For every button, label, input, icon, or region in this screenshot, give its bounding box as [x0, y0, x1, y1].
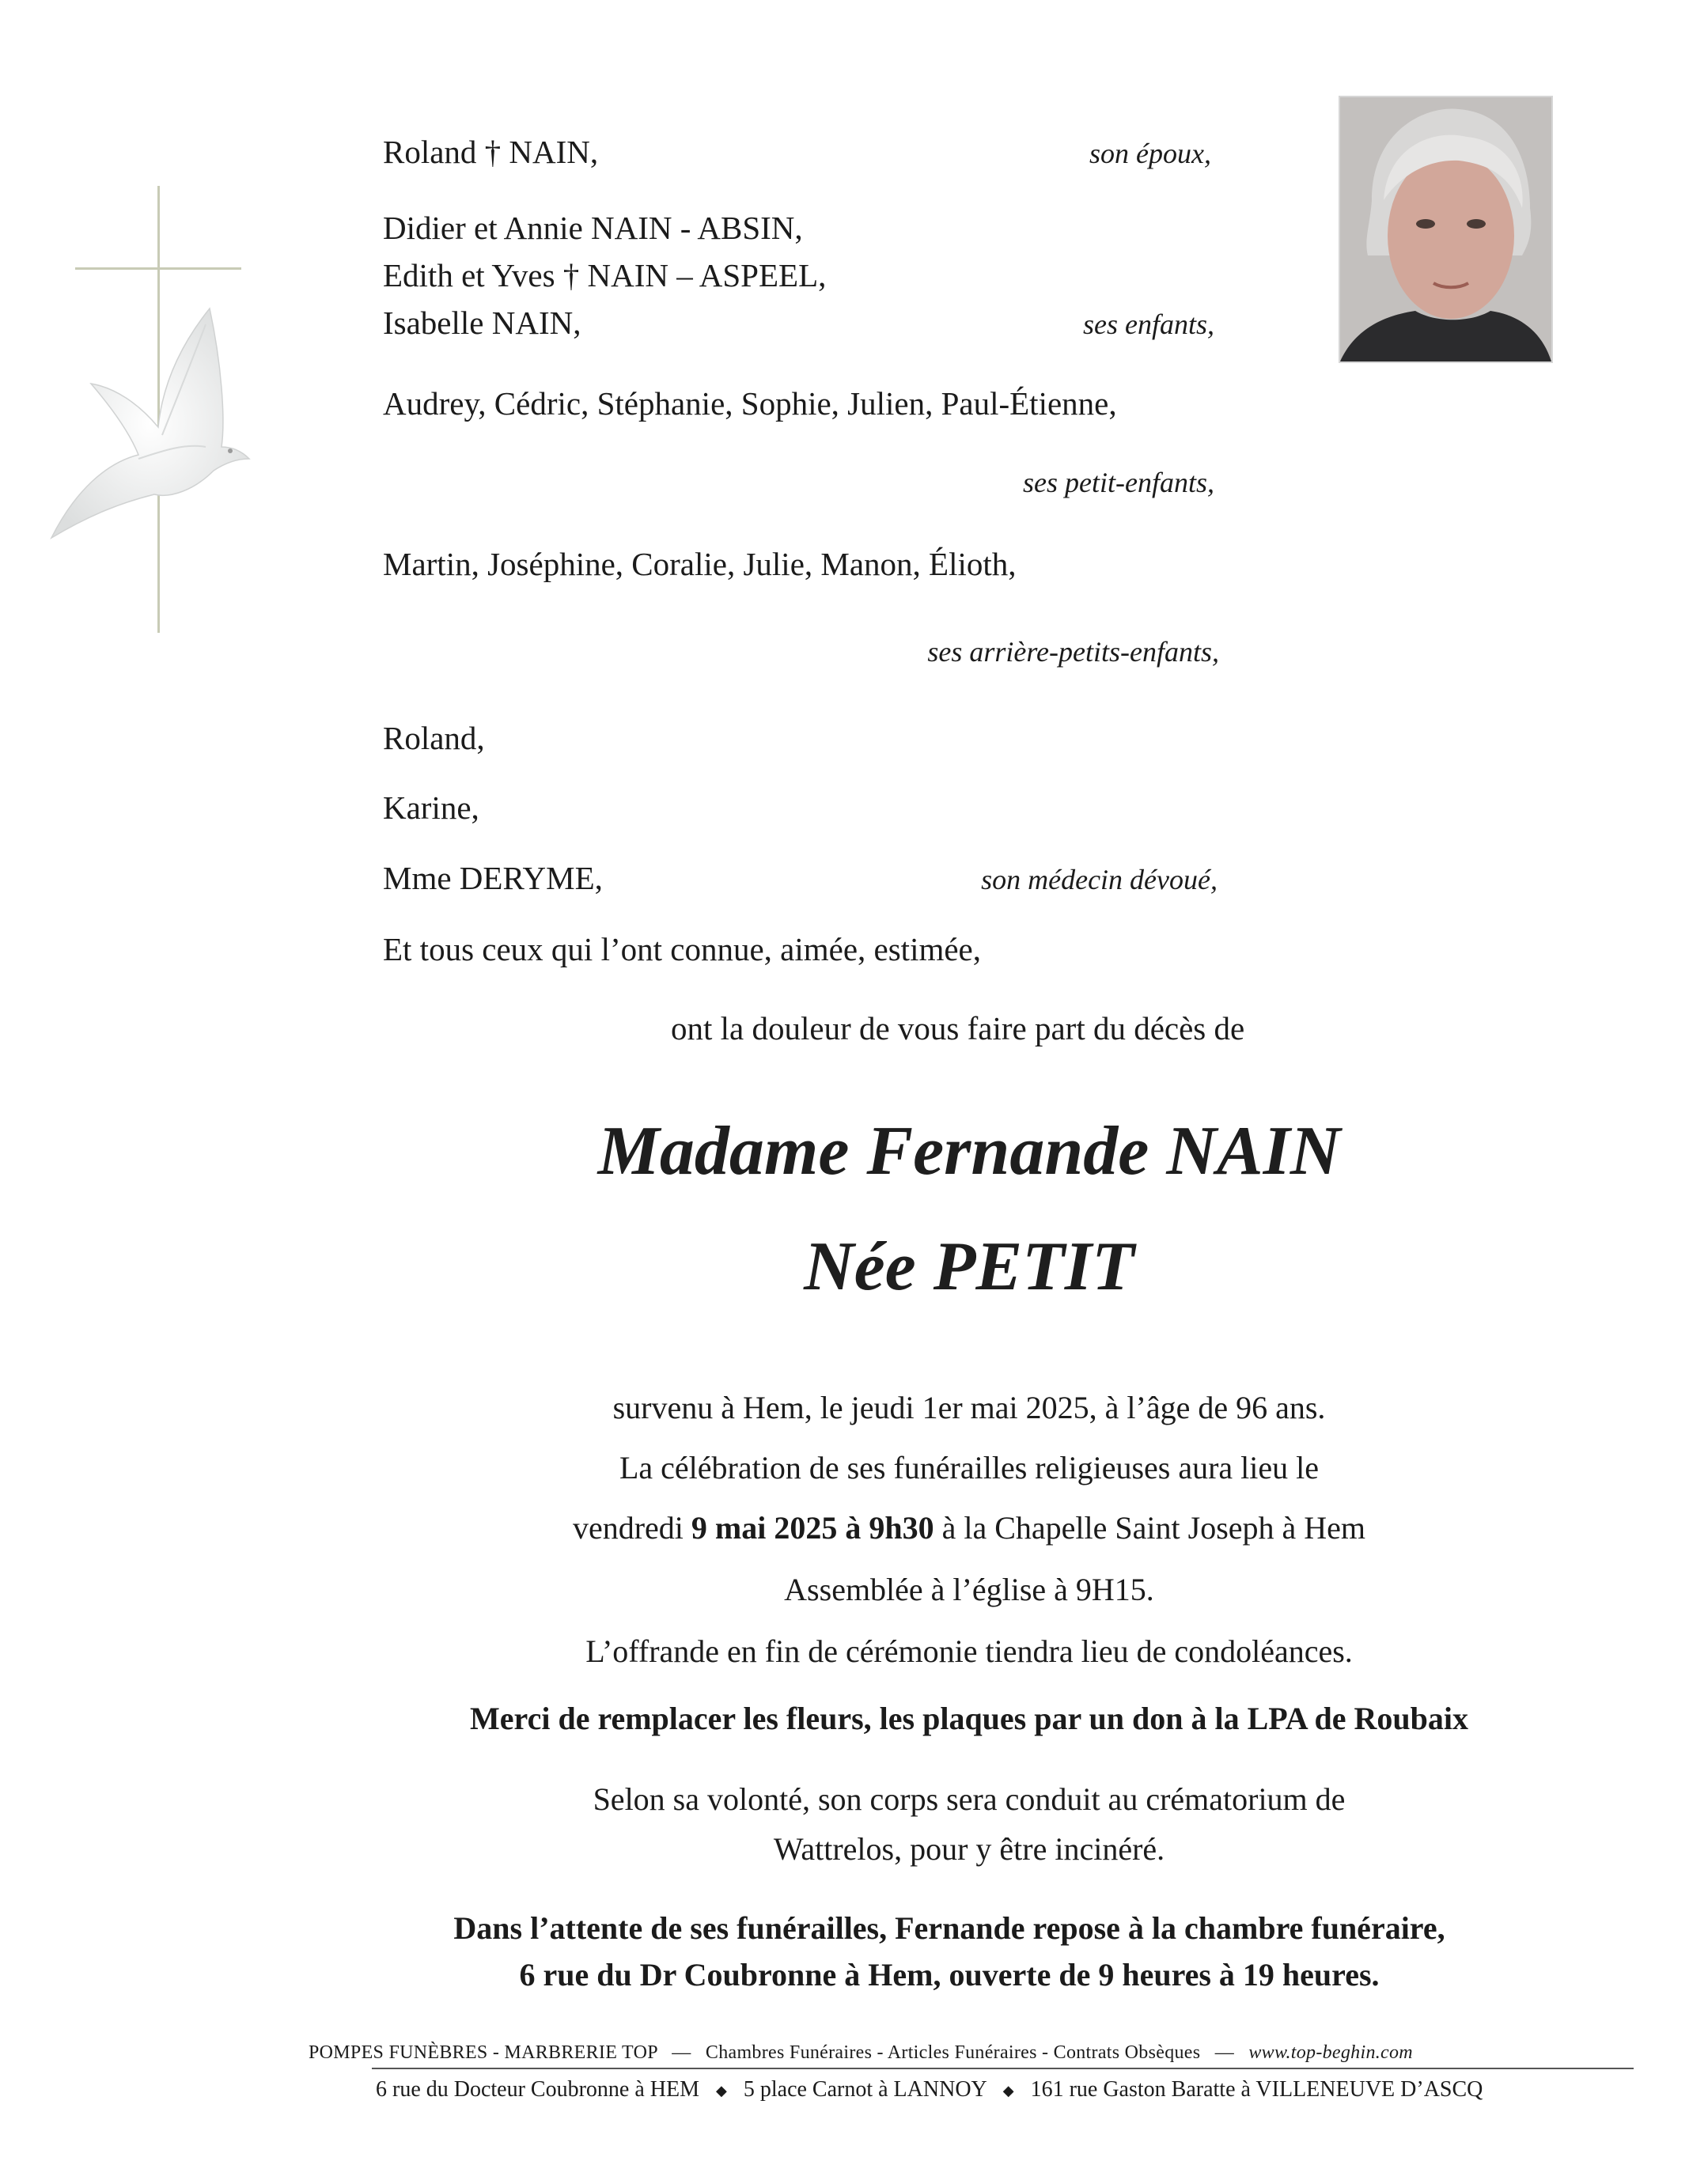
celebration-date: 9 mai 2025 à 9h30	[691, 1510, 934, 1546]
great-grandchildren-role: ses arrière-petits-enfants,	[927, 636, 1219, 668]
footer-company-line	[309, 2042, 1413, 2064]
portrait-photo	[1339, 96, 1553, 363]
celebration-pre: vendredi	[572, 1510, 684, 1546]
footer-website[interactable]: www.top-beghin.com	[1248, 2042, 1413, 2063]
deceased-name: Madame Fernande NAIN	[597, 1113, 1341, 1190]
celebration-intro: La célébration de ses funérailles religieuses aura lieu le	[619, 1450, 1320, 1485]
deceased-birth-name: Née PETIT	[804, 1228, 1134, 1305]
death-details: survenu à Hem, le jeudi 1er mai 2025, à l’âge de 96 ans.	[612, 1390, 1326, 1425]
footer-company: POMPES FUNÈBRES - MARBRERIE TOP	[309, 2042, 657, 2063]
flowers-note: Merci de remplacer les fleurs, les plaques par un don à la LPA de Roubaix	[470, 1701, 1468, 1736]
husband-role: son époux,	[1089, 138, 1211, 169]
child-line-3: Isabelle NAIN,	[383, 305, 581, 341]
footer-services: Chambres Funéraires - Articles Funéraires - Contrats Obsèques	[705, 2042, 1201, 2063]
celebration-date-line	[0, 1512, 1708, 1544]
footer-address-3: 161 rue Gaston Baratte à VILLENEUVE D’ASCQ	[1030, 2077, 1483, 2102]
announcement: ont la douleur de vous faire part du décès de	[671, 1010, 1245, 1046]
rest-line-1: Dans l’attente de ses funérailles, Fernande repose à la chambre funéraire,	[453, 1910, 1445, 1946]
offering-note: L’offrande en fin de cérémonie tiendra lieu de condoléances.	[585, 1633, 1353, 1669]
child-line-2: Edith et Yves † NAIN – ASPEEL,	[383, 257, 827, 293]
other-karine: Karine,	[383, 789, 479, 826]
footer-addresses	[376, 2077, 1483, 2102]
child-line-1: Didier et Annie NAIN - ABSIN,	[383, 210, 803, 246]
doctor-name: Mme DERYME,	[383, 860, 603, 896]
grandchildren-role: ses petit-enfants,	[1023, 467, 1214, 498]
dove-icon	[44, 301, 265, 554]
footer-sep-1: —	[672, 2042, 691, 2063]
footer-address-2: 5 place Carnot à LANNOY	[743, 2077, 987, 2102]
other-roland: Roland,	[383, 720, 485, 756]
others-all: Et tous ceux qui l’ont connue, aimée, estimée,	[383, 931, 981, 967]
rest-line-2: 6 rue du Dr Coubronne à Hem, ouverte de 9 heures à 19 heures.	[519, 1957, 1380, 1993]
doctor-role: son médecin dévoué,	[981, 864, 1218, 895]
bullet-icon: ◆	[1002, 2083, 1014, 2099]
footer-address-1: 6 rue du Docteur Coubronne à HEM	[376, 2077, 700, 2102]
grandchildren-names: Audrey, Cédric, Stéphanie, Sophie, Julien, Paul-Étienne,	[383, 385, 1117, 422]
footer-sep-2: —	[1214, 2042, 1235, 2063]
cremation-line-1: Selon sa volonté, son corps sera conduit au crématorium de	[593, 1781, 1346, 1817]
great-grandchildren-names: Martin, Joséphine, Coralie, Julie, Manon, Élioth,	[383, 546, 1017, 582]
bullet-icon: ◆	[716, 2083, 727, 2099]
celebration-post: à la Chapelle Saint Joseph à Hem	[941, 1510, 1366, 1546]
assembly-time: Assemblée à l’église à 9H15.	[784, 1572, 1154, 1607]
cremation-line-2: Wattrelos, pour y être incinéré.	[773, 1831, 1165, 1867]
footer-divider	[372, 2068, 1634, 2069]
children-role: ses enfants,	[1083, 308, 1214, 340]
husband-name: Roland † NAIN,	[383, 134, 599, 170]
